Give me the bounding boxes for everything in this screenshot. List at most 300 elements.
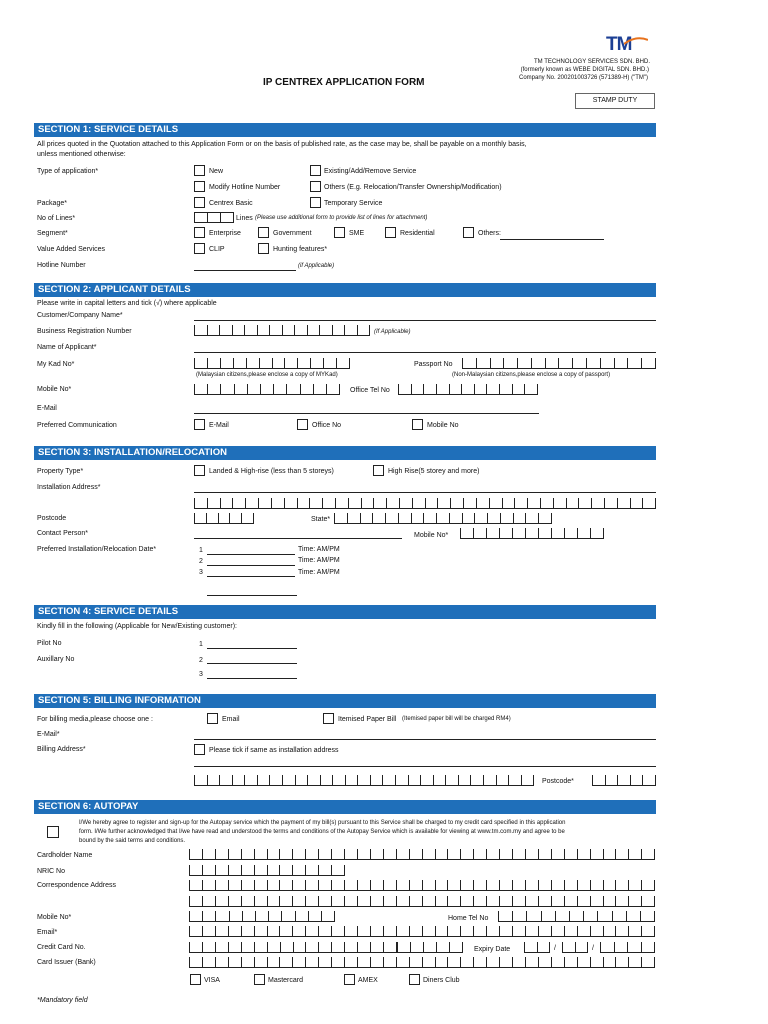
email-field[interactable] [194, 413, 539, 414]
char-cell[interactable] [269, 775, 282, 785]
char-cell[interactable] [241, 880, 254, 890]
char-cell[interactable] [357, 896, 370, 906]
char-cell[interactable] [229, 513, 241, 523]
char-cell[interactable] [357, 926, 370, 936]
char-cell[interactable] [373, 498, 386, 508]
char-cell[interactable] [540, 498, 553, 508]
char-cell[interactable] [590, 528, 604, 538]
char-cell[interactable] [474, 384, 487, 394]
char-cell[interactable] [370, 880, 383, 890]
char-cell[interactable] [215, 880, 228, 890]
char-cell[interactable] [591, 498, 604, 508]
char-cell[interactable] [640, 911, 655, 921]
char-cell[interactable] [194, 384, 207, 394]
card-issuer-field[interactable] [189, 957, 655, 968]
char-cell[interactable] [577, 926, 590, 936]
char-cell[interactable] [512, 957, 525, 967]
others-checkbox[interactable] [310, 181, 321, 192]
char-cell[interactable] [215, 926, 228, 936]
char-cell[interactable] [460, 528, 473, 538]
brn-field[interactable] [194, 325, 370, 336]
char-cell[interactable] [202, 957, 215, 967]
char-cell[interactable] [244, 325, 257, 335]
char-cell[interactable] [219, 325, 232, 335]
pref-email-checkbox[interactable] [194, 419, 205, 430]
char-cell[interactable] [258, 498, 271, 508]
modify-hotline-checkbox[interactable] [194, 181, 205, 192]
char-cell[interactable] [395, 775, 408, 785]
aux-no-field-2[interactable] [207, 678, 297, 679]
char-cell[interactable] [357, 849, 370, 859]
char-cell[interactable] [513, 513, 526, 523]
char-cell[interactable] [423, 384, 436, 394]
date-field-1[interactable] [207, 554, 295, 555]
char-cell[interactable] [436, 942, 449, 952]
landed-checkbox[interactable] [194, 465, 205, 476]
char-cell[interactable] [447, 896, 460, 906]
char-cell[interactable] [525, 896, 538, 906]
s3-mobile-field[interactable] [460, 528, 604, 539]
char-cell[interactable] [318, 926, 331, 936]
char-cell[interactable] [383, 880, 396, 890]
char-cell[interactable] [357, 775, 370, 785]
char-cell[interactable] [486, 896, 499, 906]
char-cell[interactable] [411, 384, 424, 394]
char-cell[interactable] [279, 849, 292, 859]
char-cell[interactable] [331, 896, 344, 906]
char-cell[interactable] [447, 957, 460, 967]
char-cell[interactable] [486, 957, 499, 967]
corr-address-line1[interactable] [189, 880, 655, 891]
char-cell[interactable] [241, 865, 254, 875]
char-cell[interactable] [525, 528, 538, 538]
installation-address-line1[interactable] [194, 492, 656, 493]
char-cell[interactable] [255, 911, 268, 921]
passport-field[interactable] [462, 358, 656, 369]
char-cell[interactable] [232, 498, 245, 508]
char-cell[interactable] [435, 896, 448, 906]
char-cell[interactable] [202, 865, 215, 875]
char-cell[interactable] [512, 911, 526, 921]
char-cell[interactable] [344, 849, 357, 859]
char-cell[interactable] [512, 384, 525, 394]
char-cell[interactable] [396, 880, 409, 890]
installation-address-line2[interactable] [194, 498, 656, 509]
char-cell[interactable] [577, 849, 590, 859]
char-cell[interactable] [408, 775, 421, 785]
char-cell[interactable] [470, 775, 483, 785]
sme-checkbox[interactable] [334, 227, 345, 238]
char-cell[interactable] [323, 358, 336, 368]
lines-digit-1[interactable] [194, 212, 208, 223]
char-cell[interactable] [498, 911, 512, 921]
char-cell[interactable] [215, 849, 228, 859]
char-cell[interactable] [254, 865, 267, 875]
char-cell[interactable] [292, 849, 305, 859]
highrise-checkbox[interactable] [373, 465, 384, 476]
diners-checkbox[interactable] [409, 974, 420, 985]
char-cell[interactable] [605, 775, 618, 785]
government-checkbox[interactable] [258, 227, 269, 238]
char-cell[interactable] [319, 325, 332, 335]
char-cell[interactable] [449, 942, 463, 952]
hunting-checkbox[interactable] [258, 243, 269, 254]
char-cell[interactable] [309, 498, 322, 508]
clip-checkbox[interactable] [194, 243, 205, 254]
char-cell[interactable] [617, 775, 630, 785]
char-cell[interactable] [331, 880, 344, 890]
char-cell[interactable] [257, 325, 270, 335]
char-cell[interactable] [577, 880, 590, 890]
char-cell[interactable] [357, 957, 370, 967]
char-cell[interactable] [641, 358, 656, 368]
char-cell[interactable] [422, 849, 435, 859]
char-cell[interactable] [590, 957, 603, 967]
char-cell[interactable] [592, 775, 605, 785]
char-cell[interactable] [348, 498, 361, 508]
char-cell[interactable] [228, 880, 241, 890]
char-cell[interactable] [370, 926, 383, 936]
char-cell[interactable] [553, 498, 566, 508]
char-cell[interactable] [189, 957, 202, 967]
char-cell[interactable] [409, 880, 422, 890]
char-cell[interactable] [603, 926, 616, 936]
pref-mobile-checkbox[interactable] [412, 419, 423, 430]
char-cell[interactable] [396, 849, 409, 859]
same-address-checkbox[interactable] [194, 744, 205, 755]
corr-address-line2[interactable] [189, 896, 655, 907]
char-cell[interactable] [628, 849, 641, 859]
char-cell[interactable] [282, 775, 295, 785]
char-cell[interactable] [246, 358, 259, 368]
char-cell[interactable] [295, 911, 308, 921]
char-cell[interactable] [449, 513, 462, 523]
char-cell[interactable] [267, 942, 280, 952]
cardholder-field[interactable] [189, 849, 655, 860]
char-cell[interactable] [279, 880, 292, 890]
amex-checkbox[interactable] [344, 974, 355, 985]
char-cell[interactable] [474, 513, 487, 523]
char-cell[interactable] [322, 498, 335, 508]
char-cell[interactable] [220, 384, 233, 394]
char-cell[interactable] [628, 957, 641, 967]
char-cell[interactable] [320, 775, 333, 785]
char-cell[interactable] [293, 942, 306, 952]
char-cell[interactable] [206, 513, 218, 523]
char-cell[interactable] [473, 896, 486, 906]
char-cell[interactable] [583, 911, 597, 921]
char-cell[interactable] [284, 358, 297, 368]
nric-field[interactable] [189, 865, 345, 876]
char-cell[interactable] [313, 384, 326, 394]
char-cell[interactable] [396, 896, 409, 906]
char-cell[interactable] [220, 498, 233, 508]
char-cell[interactable] [538, 926, 551, 936]
char-cell[interactable] [564, 957, 577, 967]
char-cell[interactable] [476, 498, 489, 508]
char-cell[interactable] [508, 775, 521, 785]
char-cell[interactable] [318, 896, 331, 906]
char-cell[interactable] [282, 325, 295, 335]
char-cell[interactable] [499, 849, 512, 859]
postcode-field[interactable] [194, 513, 254, 524]
char-cell[interactable] [572, 358, 586, 368]
segment-others-checkbox[interactable] [463, 227, 474, 238]
char-cell[interactable] [627, 942, 641, 952]
char-cell[interactable] [357, 880, 370, 890]
char-cell[interactable] [525, 926, 538, 936]
char-cell[interactable] [433, 775, 446, 785]
pilot-no-field[interactable] [207, 648, 297, 649]
char-cell[interactable] [229, 911, 242, 921]
char-cell[interactable] [551, 849, 564, 859]
char-cell[interactable] [370, 849, 383, 859]
char-cell[interactable] [512, 880, 525, 890]
expiry-month-field[interactable] [562, 942, 588, 953]
char-cell[interactable] [449, 384, 462, 394]
char-cell[interactable] [297, 498, 310, 508]
char-cell[interactable] [310, 358, 323, 368]
char-cell[interactable] [409, 849, 422, 859]
char-cell[interactable] [305, 926, 318, 936]
char-cell[interactable] [541, 911, 555, 921]
char-cell[interactable] [512, 926, 525, 936]
char-cell[interactable] [370, 942, 383, 952]
char-cell[interactable] [267, 849, 280, 859]
mykad-field[interactable] [194, 358, 350, 369]
char-cell[interactable] [254, 926, 267, 936]
char-cell[interactable] [335, 498, 348, 508]
char-cell[interactable] [461, 384, 474, 394]
char-cell[interactable] [207, 775, 220, 785]
char-cell[interactable] [641, 896, 655, 906]
char-cell[interactable] [422, 896, 435, 906]
char-cell[interactable] [615, 926, 628, 936]
char-cell[interactable] [435, 849, 448, 859]
char-cell[interactable] [292, 957, 305, 967]
char-cell[interactable] [344, 880, 357, 890]
char-cell[interactable] [331, 849, 344, 859]
char-cell[interactable] [189, 896, 202, 906]
billing-address-line2[interactable] [194, 775, 534, 786]
char-cell[interactable] [318, 865, 331, 875]
char-cell[interactable] [279, 896, 292, 906]
char-cell[interactable] [308, 911, 321, 921]
char-cell[interactable] [254, 880, 267, 890]
char-cell[interactable] [603, 957, 616, 967]
char-cell[interactable] [215, 911, 228, 921]
char-cell[interactable] [463, 498, 476, 508]
char-cell[interactable] [445, 775, 458, 785]
char-cell[interactable] [399, 498, 412, 508]
billing-address-line1[interactable] [194, 766, 656, 767]
char-cell[interactable] [254, 942, 267, 952]
char-cell[interactable] [409, 926, 422, 936]
char-cell[interactable] [334, 513, 347, 523]
char-cell[interactable] [435, 957, 448, 967]
char-cell[interactable] [641, 926, 655, 936]
char-cell[interactable] [398, 384, 411, 394]
char-cell[interactable] [447, 926, 460, 936]
char-cell[interactable] [496, 775, 509, 785]
char-cell[interactable] [383, 926, 396, 936]
expiry-year-field[interactable] [600, 942, 655, 953]
char-cell[interactable] [641, 880, 655, 890]
date-field-3[interactable] [207, 576, 295, 577]
char-cell[interactable] [370, 775, 383, 785]
char-cell[interactable] [514, 498, 527, 508]
hotline-field[interactable] [194, 270, 296, 271]
char-cell[interactable] [558, 358, 572, 368]
char-cell[interactable] [207, 358, 220, 368]
char-cell[interactable] [269, 325, 282, 335]
char-cell[interactable] [600, 358, 614, 368]
char-cell[interactable] [641, 849, 655, 859]
office-tel-field[interactable] [398, 384, 538, 395]
char-cell[interactable] [473, 528, 486, 538]
char-cell[interactable] [383, 896, 396, 906]
char-cell[interactable] [344, 896, 357, 906]
char-cell[interactable] [527, 498, 540, 508]
char-cell[interactable] [626, 911, 640, 921]
char-cell[interactable] [331, 942, 344, 952]
char-cell[interactable] [604, 498, 617, 508]
char-cell[interactable] [425, 498, 438, 508]
customer-name-field[interactable] [194, 320, 656, 321]
segment-others-field[interactable] [500, 239, 604, 240]
char-cell[interactable] [280, 942, 293, 952]
char-cell[interactable] [260, 384, 273, 394]
char-cell[interactable] [396, 926, 409, 936]
char-cell[interactable] [499, 880, 512, 890]
char-cell[interactable] [267, 926, 280, 936]
char-cell[interactable] [318, 957, 331, 967]
char-cell[interactable] [628, 880, 641, 890]
char-cell[interactable] [202, 896, 215, 906]
char-cell[interactable] [524, 942, 537, 952]
char-cell[interactable] [524, 384, 538, 394]
char-cell[interactable] [450, 498, 463, 508]
billing-postcode-field[interactable] [592, 775, 656, 786]
char-cell[interactable] [436, 513, 449, 523]
char-cell[interactable] [336, 358, 350, 368]
char-cell[interactable] [383, 849, 396, 859]
char-cell[interactable] [538, 880, 551, 890]
char-cell[interactable] [305, 942, 318, 952]
char-cell[interactable] [614, 358, 628, 368]
char-cell[interactable] [551, 528, 564, 538]
char-cell[interactable] [345, 775, 358, 785]
char-cell[interactable] [538, 896, 551, 906]
char-cell[interactable] [422, 957, 435, 967]
char-cell[interactable] [612, 911, 626, 921]
mobile-field[interactable] [194, 384, 340, 395]
char-cell[interactable] [422, 926, 435, 936]
char-cell[interactable] [615, 880, 628, 890]
char-cell[interactable] [215, 896, 228, 906]
char-cell[interactable] [344, 942, 357, 952]
char-cell[interactable] [194, 513, 206, 523]
char-cell[interactable] [437, 498, 450, 508]
char-cell[interactable] [486, 849, 499, 859]
char-cell[interactable] [538, 513, 552, 523]
char-cell[interactable] [590, 926, 603, 936]
char-cell[interactable] [189, 911, 202, 921]
char-cell[interactable] [189, 942, 202, 952]
char-cell[interactable] [473, 849, 486, 859]
char-cell[interactable] [259, 358, 272, 368]
char-cell[interactable] [241, 896, 254, 906]
char-cell[interactable] [512, 896, 525, 906]
char-cell[interactable] [642, 775, 656, 785]
char-cell[interactable] [422, 880, 435, 890]
char-cell[interactable] [597, 911, 611, 921]
char-cell[interactable] [630, 498, 643, 508]
char-cell[interactable] [538, 957, 551, 967]
char-cell[interactable] [279, 865, 292, 875]
char-cell[interactable] [525, 849, 538, 859]
char-cell[interactable] [486, 880, 499, 890]
char-cell[interactable] [254, 849, 267, 859]
char-cell[interactable] [318, 849, 331, 859]
centrex-basic-checkbox[interactable] [194, 197, 205, 208]
autopay-agree-checkbox[interactable] [47, 826, 59, 838]
char-cell[interactable] [420, 775, 433, 785]
temporary-service-checkbox[interactable] [310, 197, 321, 208]
char-cell[interactable] [537, 942, 551, 952]
char-cell[interactable] [279, 926, 292, 936]
char-cell[interactable] [305, 849, 318, 859]
char-cell[interactable] [241, 957, 254, 967]
char-cell[interactable] [294, 325, 307, 335]
lines-digit-3[interactable] [220, 212, 234, 223]
char-cell[interactable] [512, 528, 525, 538]
char-cell[interactable] [254, 957, 267, 967]
char-cell[interactable] [564, 528, 577, 538]
char-cell[interactable] [473, 926, 486, 936]
char-cell[interactable] [538, 528, 551, 538]
char-cell[interactable] [194, 325, 207, 335]
char-cell[interactable] [447, 849, 460, 859]
visa-checkbox[interactable] [190, 974, 201, 985]
char-cell[interactable] [267, 865, 280, 875]
char-cell[interactable] [257, 775, 270, 785]
contact-person-field[interactable] [194, 538, 402, 539]
char-cell[interactable] [271, 498, 284, 508]
char-cell[interactable] [614, 942, 628, 952]
char-cell[interactable] [218, 513, 230, 523]
char-cell[interactable] [357, 942, 370, 952]
char-cell[interactable] [398, 513, 411, 523]
char-cell[interactable] [344, 957, 357, 967]
char-cell[interactable] [473, 880, 486, 890]
char-cell[interactable] [590, 880, 603, 890]
char-cell[interactable] [435, 880, 448, 890]
pref-office-checkbox[interactable] [297, 419, 308, 430]
char-cell[interactable] [189, 865, 202, 875]
char-cell[interactable] [232, 325, 245, 335]
char-cell[interactable] [292, 880, 305, 890]
char-cell[interactable] [228, 896, 241, 906]
char-cell[interactable] [521, 775, 535, 785]
char-cell[interactable] [300, 384, 313, 394]
char-cell[interactable] [228, 926, 241, 936]
char-cell[interactable] [628, 926, 641, 936]
lines-digit-2[interactable] [207, 212, 221, 223]
char-cell[interactable] [642, 498, 656, 508]
char-cell[interactable] [215, 957, 228, 967]
char-cell[interactable] [447, 880, 460, 890]
